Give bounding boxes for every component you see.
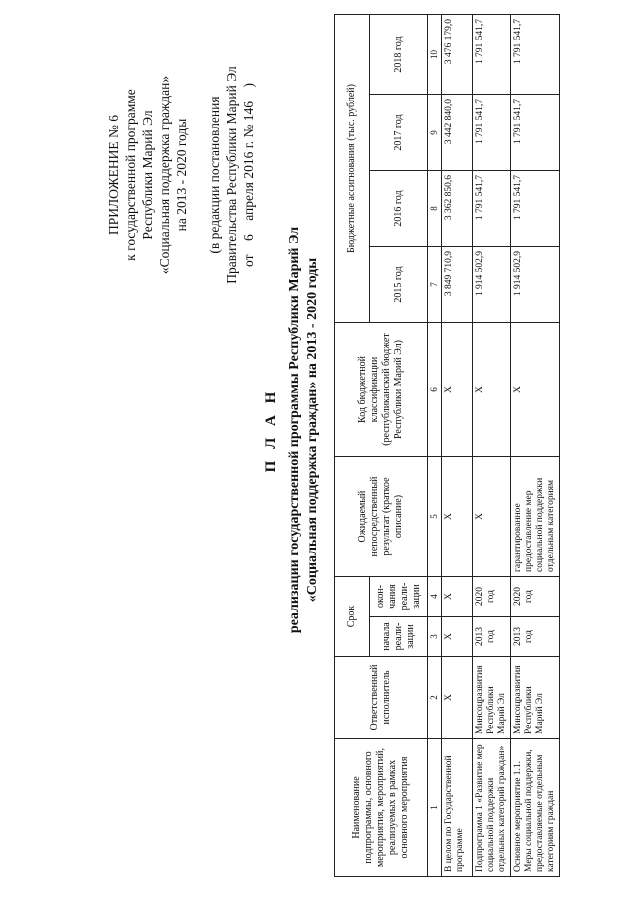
column-number: 2 <box>428 657 442 739</box>
plan-title <box>262 195 322 665</box>
amendment-line: Правительства Республики Марий Эл <box>224 66 239 284</box>
row-end: 2020 год <box>511 577 560 617</box>
header-year-2018: 2018 год <box>370 14 428 94</box>
appendix-line: Республики Марий Эл <box>140 110 155 240</box>
row-result: гарантированное предоставление мер социальной поддержки отдельным категориям <box>511 457 560 577</box>
row-start: Х <box>442 617 473 657</box>
appendix-line: на 2013 - 2020 годы <box>174 118 189 232</box>
column-number: 7 <box>428 247 442 323</box>
row-budget-2016: 3 362 850,6 <box>442 171 473 247</box>
header-year-2017: 2017 год <box>370 95 428 171</box>
row-budget-2015: 3 849 710,9 <box>442 247 473 323</box>
appendix-line: ПРИЛОЖЕНИЕ № 6 <box>106 114 121 236</box>
plan-heading: П Л А Н <box>263 387 279 473</box>
row-code: Х <box>473 323 511 457</box>
decree-number: № 146 <box>241 101 256 138</box>
column-number: 6 <box>428 323 442 457</box>
header-term-end: окон-чания реали-зации <box>370 577 428 617</box>
row-budget-2015: 1 914 502,9 <box>511 247 560 323</box>
row-budget-2017: 3 442 840,0 <box>442 95 473 171</box>
date-month-year: апреля 2016 г. <box>241 140 256 221</box>
row-executor: Х <box>442 657 473 739</box>
row-name: Основное мероприятие 1.1. Меры социальной поддержки, предоставляемые отдельным категориям граждан <box>511 739 560 877</box>
table-row <box>511 14 560 876</box>
column-number: 4 <box>428 577 442 617</box>
column-number: 3 <box>428 617 442 657</box>
row-start: 2013 год <box>511 617 560 657</box>
amendment-date-line <box>240 45 257 305</box>
column-number: 8 <box>428 171 442 247</box>
header-result: Ожидаемый непосредственный результат (краткое описание) <box>335 457 428 577</box>
row-result: Х <box>442 457 473 577</box>
column-numbers-row <box>428 14 442 876</box>
row-budget-2017: 1 791 541,7 <box>511 95 560 171</box>
row-budget-2017: 1 791 541,7 <box>473 95 511 171</box>
row-executor: Минсоцразвития Республики Марий Эл <box>473 657 511 739</box>
header-term: Срок <box>335 577 370 657</box>
table-row <box>473 14 511 876</box>
table-row <box>442 14 473 876</box>
header-code: Код бюджетной классификации (республиканский бюджет Республики Марий Эл) <box>335 323 428 457</box>
row-budget-2018: 1 791 541,7 <box>473 14 511 94</box>
date-close: ) <box>241 83 256 88</box>
row-executor: Минсоцразвития Республики Марий Эл <box>511 657 560 739</box>
header-year-2016: 2016 год <box>370 171 428 247</box>
row-code: Х <box>511 323 560 457</box>
row-code: Х <box>442 323 473 457</box>
header-year-2015: 2015 год <box>370 247 428 323</box>
appendix-block <box>105 45 257 305</box>
header-budget: Бюджетные ассигнования (тыс. рублей) <box>335 14 370 322</box>
row-end: 2020 год <box>473 577 511 617</box>
row-name: В целом по Государственной программе <box>442 739 473 877</box>
amendment-line: (в редакции постановления <box>207 96 222 254</box>
header-executor: Ответственный исполнитель <box>335 657 428 739</box>
column-number: 5 <box>428 457 442 577</box>
column-number: 1 <box>428 739 442 877</box>
column-number: 10 <box>428 14 442 94</box>
row-budget-2015: 1 914 502,9 <box>473 247 511 323</box>
row-start: 2013 год <box>473 617 511 657</box>
date-from: от <box>241 254 256 267</box>
row-result: Х <box>473 457 511 577</box>
plan-table <box>334 14 560 877</box>
header-term-start: начала реали-зации <box>370 617 428 657</box>
row-budget-2016: 1 791 541,7 <box>473 171 511 247</box>
row-budget-2018: 1 791 541,7 <box>511 14 560 94</box>
plan-subtitle-line-1: реализации государственной программы Республики Марий Эл <box>287 226 302 634</box>
row-end: Х <box>442 577 473 617</box>
row-budget-2016: 1 791 541,7 <box>511 171 560 247</box>
plan-subtitle-line-2: «Социальная поддержка граждан» на 2013 - 2020 годы <box>305 257 320 603</box>
column-number: 9 <box>428 95 442 171</box>
row-name: Подпрограмма 1 «Развитие мер социальной поддержки отдельных категорий граждан» <box>473 739 511 877</box>
appendix-line: «Социальная поддержка граждан» <box>157 75 172 275</box>
appendix-line: к государственной программе <box>123 89 138 261</box>
header-name: Наименование подпрограммы, основного мероприятия, мероприятий, реализуемых в рамках основного мероприятия <box>335 739 428 877</box>
date-day: 6 <box>241 234 256 242</box>
row-budget-2018: 3 476 179,0 <box>442 14 473 94</box>
